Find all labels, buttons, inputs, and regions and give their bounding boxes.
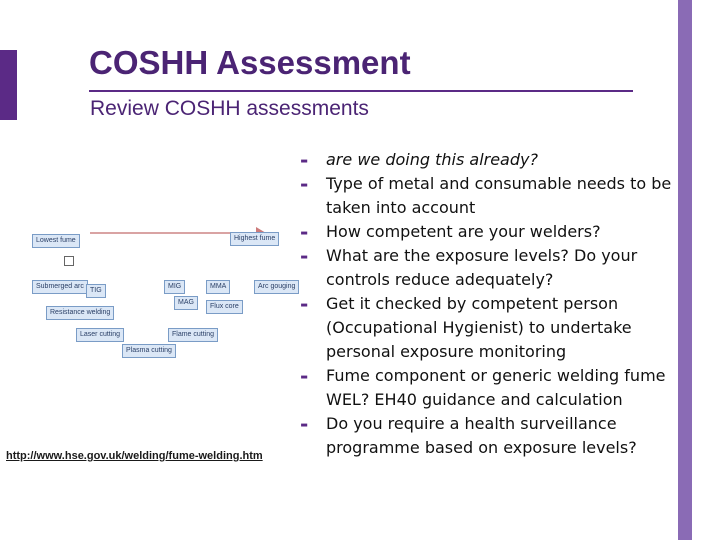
highest-fume-label: Highest fume — [230, 232, 279, 246]
process-flux-core: Flux core — [206, 300, 243, 314]
lowest-fume-label: Lowest fume — [32, 234, 80, 248]
process-submerged-arc: Submerged arc — [32, 280, 88, 294]
title-underline — [89, 90, 633, 92]
bullet-item — [300, 292, 672, 364]
process-tig: TIG — [86, 284, 106, 298]
left-accent-bar — [0, 50, 17, 120]
bullet-text: Fume component or generic welding fume WEL? EH40 guidance and calculation — [326, 366, 666, 409]
bullet-list — [300, 148, 672, 460]
bullet-text: Do you require a health surveillance programme based on exposure levels? — [326, 414, 637, 457]
slide-subtitle: Review COSHH assessments — [90, 97, 369, 120]
bullet-text: What are the exposure levels? Do your controls reduce adequately? — [326, 246, 638, 289]
bullet-item — [300, 148, 672, 172]
process-mma: MMA — [206, 280, 230, 294]
bullet-dash-icon: - — [300, 220, 309, 244]
process-resistance-welding: Resistance welding — [46, 306, 114, 320]
bullet-dash-icon: - — [300, 364, 309, 388]
process-arc-gouging: Arc gouging — [254, 280, 299, 294]
bullet-dash-icon: - — [300, 412, 309, 436]
bullet-item — [300, 412, 672, 460]
welding-fume-diagram — [28, 210, 298, 370]
bullet-dash-icon: - — [300, 148, 309, 172]
bullet-dash-icon: - — [300, 244, 309, 268]
hse-link[interactable]: http://www.hse.gov.uk/welding/fume-welding.htm — [6, 450, 263, 462]
process-laser-cutting: Laser cutting — [76, 328, 124, 342]
process-mig: MIG — [164, 280, 185, 294]
process-flame-cutting: Flame cutting — [168, 328, 218, 342]
bullet-text: How competent are your welders? — [326, 222, 601, 241]
bullet-item — [300, 220, 672, 244]
legend-square-icon — [64, 256, 74, 266]
bullet-item — [300, 364, 672, 412]
process-plasma-cutting: Plasma cutting — [122, 344, 176, 358]
bullet-item — [300, 244, 672, 292]
bullet-text: Type of metal and consumable needs to be taken into account — [326, 174, 672, 217]
right-decorative-strip — [678, 0, 692, 540]
bullet-dash-icon: - — [300, 292, 309, 316]
process-mag: MAG — [174, 296, 198, 310]
slide-title: COSHH Assessment — [89, 44, 411, 81]
bullet-item — [300, 172, 672, 220]
bullet-dash-icon: - — [300, 172, 309, 196]
bullet-text: Get it checked by competent person (Occupational Hygienist) to undertake personal exposure monitoring — [326, 294, 632, 361]
bullet-text: are we doing this already? — [326, 150, 538, 169]
